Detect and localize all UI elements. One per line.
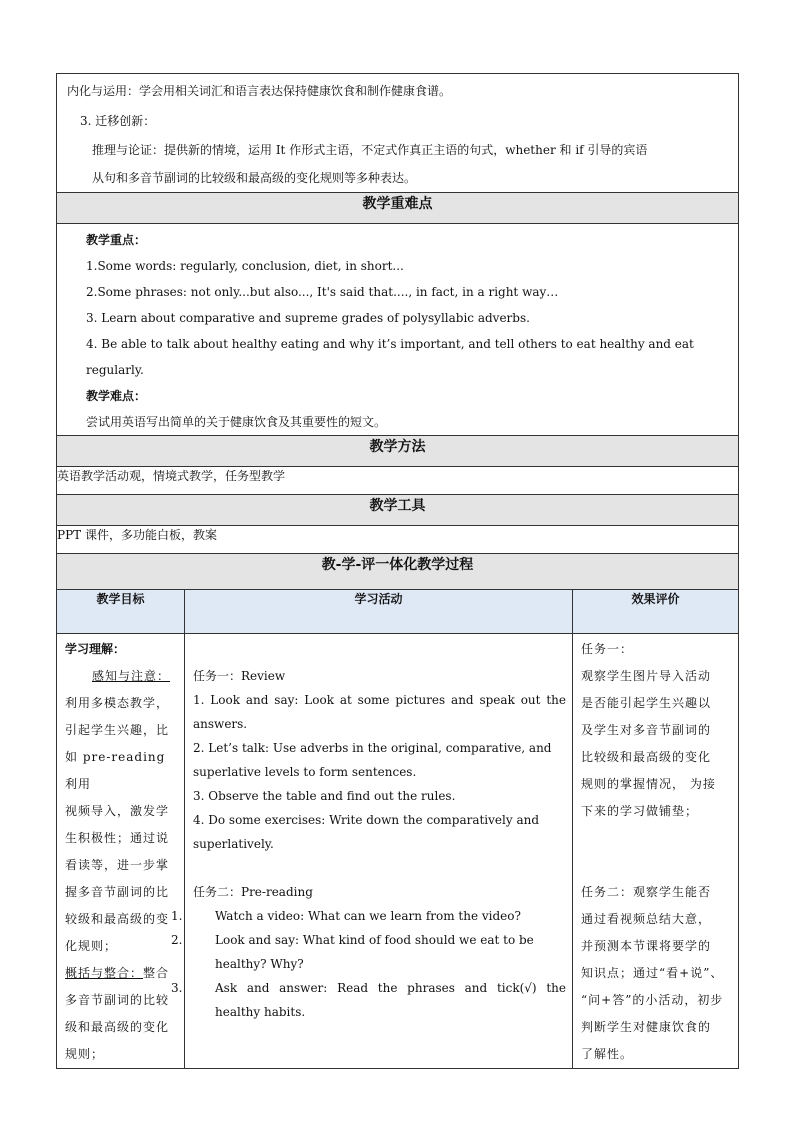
task2-title: 任务二：Pre-reading: [193, 885, 313, 899]
focus-item: 3. Learn about comparative and supreme grades of polysyllabic adverbs.: [86, 311, 530, 325]
goal-line: 规则；: [65, 1047, 105, 1061]
difficulty-title: 教学难点：: [86, 389, 147, 403]
goal-sub2-first: 整合: [143, 966, 170, 980]
methods-header: 教学方法: [57, 436, 739, 467]
tools-header: 教学工具: [57, 495, 739, 526]
eval1-line: 观察学生图片导入活动: [581, 669, 712, 683]
process-column-headers: [57, 590, 739, 634]
task1-item: 4. Do some exercises: Write down the comparatively and superlatively.: [193, 813, 540, 851]
tools-header-row: [57, 495, 739, 526]
goal-line: 利用多模态教学，: [65, 696, 170, 710]
task2-item: 2. Look and say: What kind of food should we eat to be healthy? Why?: [171, 933, 534, 971]
goal-cell: [57, 634, 185, 1069]
task1-item: 1. Look and say: Look at some pictures and speak out the answers.: [193, 693, 566, 731]
eval2-line: 了解性。: [581, 1047, 634, 1061]
process-header-row: [57, 554, 739, 590]
focus-title: 教学重点：: [86, 233, 147, 247]
tools-row: [57, 526, 739, 554]
difficulty-text: 尝试用英语写出简单的关于健康饮食及其重要性的短文。: [86, 415, 387, 429]
task2-item: 1. Watch a video: What can we learn from the video?: [171, 909, 521, 923]
methods-text: 英语教学活动观，情境式教学，任务型教学: [57, 467, 739, 495]
key-points-header: 教学重难点: [57, 193, 739, 224]
objective-reasoning-line1: 推理与论证：提供新的情境，运用 It 作形式主语，不定式作真正主语的句式，whether 和 if 引导的宾语: [92, 143, 648, 157]
task1-item: 3. Observe the table and find out the rules.: [193, 789, 456, 803]
goal-line: 化规则；: [65, 939, 118, 953]
goal-title: 学习理解：: [65, 642, 126, 656]
eval-cell: [573, 634, 739, 1069]
eval2-line: 知识点；通过“看+说”、: [581, 966, 724, 980]
focus-item: 2.Some phrases: not only...but also..., It's said that...., in fact, in a right way…: [86, 285, 559, 299]
objectives-continued-row: [57, 74, 739, 193]
eval1-title: 任务一：: [581, 642, 634, 656]
activity-cell: [171, 634, 573, 1069]
methods-row: [57, 467, 739, 495]
focus-item: 4. Be able to talk about healthy eating and why it’s important, and tell others to eat healthy and eat regularly.: [86, 337, 694, 377]
task2-item: 3. Ask and answer: Read the phrases and tick(√) the healthy habits.: [171, 981, 566, 1019]
task1-title: 任务一：Review: [193, 669, 286, 683]
lesson-plan-table: [56, 73, 739, 1069]
col-header-goal: 教学目标: [57, 590, 185, 634]
process-header: 教-学-评一体化教学过程: [57, 554, 739, 590]
goal-line: 级和最高级的变化: [65, 1020, 170, 1034]
eval1-line: 规则的掌握情况， 为接: [581, 777, 716, 791]
goal-line: 如 pre-reading 利用: [65, 750, 166, 791]
objective-reasoning-line2: 从句和多音节副词的比较级和最高级的变化规则等多种表达。: [92, 171, 417, 185]
tools-text: PPT 课件，多功能白板，教案: [57, 526, 739, 554]
goal-line: 较级和最高级的变: [65, 912, 170, 926]
key-points-row: [57, 224, 739, 436]
methods-header-row: [57, 436, 739, 467]
goal-sub1-title: 感知与注意：: [92, 669, 171, 683]
eval2-line: “问+答”的小活动，初步: [581, 993, 724, 1007]
eval1-line: 是否能引起学生兴趣以: [581, 696, 712, 710]
eval1-line: 及学生对多音节副词的: [581, 723, 712, 737]
eval2-line: 通过看视频总结大意，: [581, 912, 712, 926]
focus-item: 1.Some words: regularly, conclusion, diet, in short...: [86, 259, 404, 273]
goal-line: 多音节副词的比较: [65, 993, 170, 1007]
eval1-line: 比较级和最高级的变化: [581, 750, 712, 764]
task1-item: 2. Let’s talk: Use adverbs in the original, comparative, and superlative levels to form sentences.: [193, 741, 552, 779]
goal-line: 看读等，进一步掌: [65, 858, 170, 872]
goal-sub2-title: 概括与整合：: [65, 966, 144, 980]
col-header-eval: 效果评价: [573, 590, 739, 634]
col-header-activity: 学习活动: [185, 590, 573, 634]
goal-line: 视频导入，激发学: [65, 804, 170, 818]
lesson-plan-page: [56, 73, 738, 1069]
eval2-line: 并预测本节课将要学的: [581, 939, 712, 953]
goal-line: 生积极性；通过说: [65, 831, 170, 845]
objective-internalize: 内化与运用：学会用相关词汇和语言表达保持健康饮食和制作健康食谱。: [67, 84, 452, 98]
goal-line: 引起学生兴趣，比: [65, 723, 170, 737]
goal-line: 握多音节副词的比: [65, 885, 170, 899]
process-row: [57, 634, 739, 1069]
eval2-line: 任务二：观察学生能否: [581, 885, 712, 899]
objective-transfer-title: 3. 迁移创新：: [80, 114, 156, 128]
key-points-header-row: [57, 193, 739, 224]
eval2-line: 判断学生对健康饮食的: [581, 1020, 712, 1034]
eval1-line: 下来的学习做铺垫；: [581, 804, 699, 818]
